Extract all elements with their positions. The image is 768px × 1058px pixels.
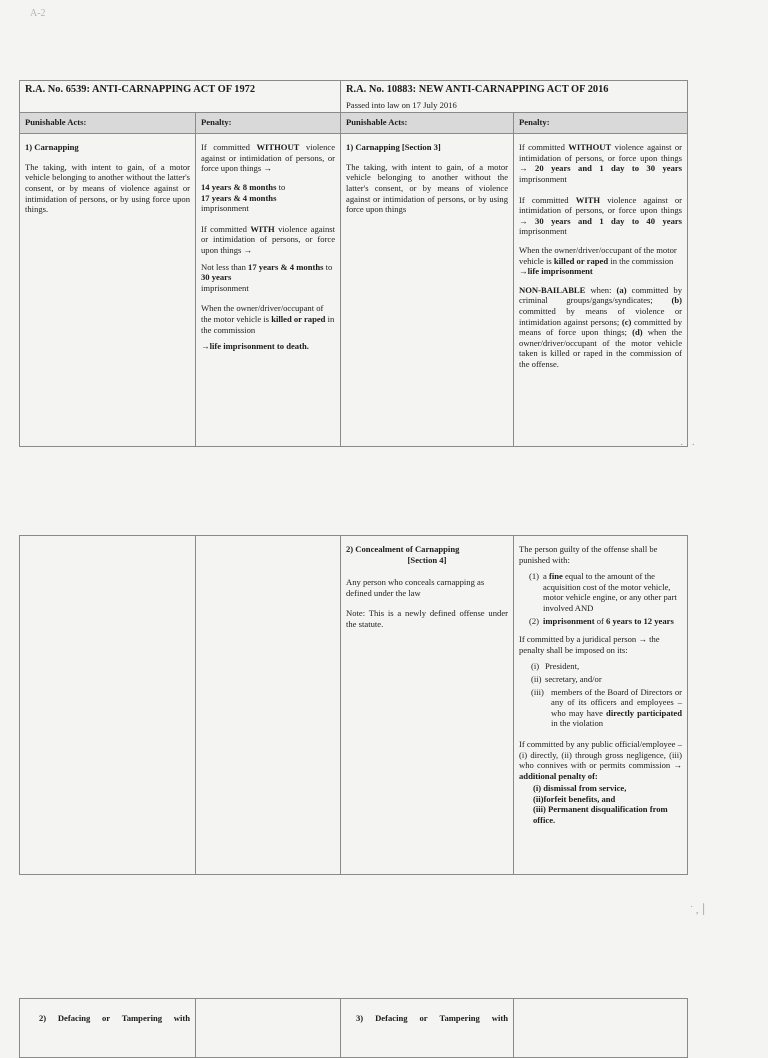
new-carnapping-cell xyxy=(341,134,514,447)
old-penalty-without-term: 14 years & 8 months to 17 years & 4 months imprisonment xyxy=(201,181,286,214)
new-defacing-heading: 3) Defacing or Tampering with xyxy=(356,1013,508,1023)
concealment-penalty-list xyxy=(529,571,682,626)
new-act-title: R.A. No. 10883: NEW ANTI-CARNAPPING ACT OF 2016 xyxy=(346,84,609,95)
old-penalty-without-condition: If committed WITHOUT violence against or intimidation of persons, or force upon things → xyxy=(201,142,336,174)
new-penalty-with: If committed WITH violence against or intimidation of persons, or force upon things → 30 years and 1 day to 40 years imprisonment xyxy=(519,194,683,237)
new-defacing-cell xyxy=(341,999,514,1058)
old-concealment-penalty-empty-cell xyxy=(196,536,341,875)
list-item: (i) President, xyxy=(531,661,580,672)
concealment-heading: 2) Concealment of Carnapping [Section 4] xyxy=(346,544,460,565)
column-header-row xyxy=(20,113,688,134)
list-item: (1) a fine equal to the amount of the acquisition cost of the motor vehicle, motor vehicle engine, or any other part involved AND xyxy=(529,571,677,613)
new-act-title-cell xyxy=(341,81,688,113)
public-official-penalty: If committed by any public official/employee –(i) directly, (ii) through gross negligence, (iii) who connives with or permits commission → additional penalty of: xyxy=(519,738,682,781)
header-old-penalty: Penalty: xyxy=(196,113,341,134)
list-item: (i) dismissal from service, xyxy=(533,783,627,794)
new-non-bailable-conditions: NON-BAILABLE when: (a) committed by criminal groups/gangs/syndicates; (b) committed by means of violence or intimidation against persons; (c) committed by means of force upon things; (d) when the owner/driver/occupant of the motor vehicle taken is killed or raped in the commission of the offense. xyxy=(519,284,683,369)
comparison-table-carnapping xyxy=(19,80,688,447)
concealment-row xyxy=(20,536,688,875)
concealment-penalty-intro: The person guilty of the offense shall be punished with: xyxy=(519,544,658,565)
header-new-penalty: Penalty: xyxy=(514,113,688,134)
old-defacing-cell xyxy=(20,999,196,1058)
defacing-row xyxy=(20,999,688,1058)
new-carnapping-heading: 1) Carnapping [Section 3] xyxy=(346,142,441,153)
new-act-passed-date: Passed into law on 17 July 2016 xyxy=(346,99,457,110)
list-item: (ii) secretary, and/or xyxy=(531,673,602,684)
old-defacing-penalty-cell xyxy=(196,999,341,1058)
old-carnapping-definition: The taking, with intent to gain, of a motor vehicle belonging to another without the latter's consent, or by means of violence against or intimidation of persons, or by using force upon things. xyxy=(25,161,190,215)
concealment-note: Note: This is a newly defined offense under the statute. xyxy=(346,608,508,629)
act-title-row xyxy=(20,81,688,113)
old-act-title: R.A. No. 6539: ANTI-CARNAPPING ACT OF 1972 xyxy=(25,84,256,95)
old-penalty-with-condition: If committed WITH violence against or intimidation of persons, or force upon things → xyxy=(201,223,336,255)
scan-speck: · ˙ · xyxy=(680,440,695,451)
old-penalty-killed-condition: When the owner/driver/occupant of the motor vehicle is killed or raped in the commission xyxy=(201,303,335,335)
juridical-officers-list xyxy=(531,661,682,729)
list-item: (iii) members of the Board of Directors or any of its officers and employees – who may have directly participated in the violation xyxy=(531,686,682,729)
new-penalty-without: If committed WITHOUT violence against or intimidation of persons, or force upon things → 20 years and 1 day to 30 years imprisonment xyxy=(519,142,683,184)
scan-mark: A-2 xyxy=(30,8,46,19)
old-carnapping-heading: 1) Carnapping xyxy=(25,142,79,153)
concealment-definition: Any person who conceals carnapping as defined under the law xyxy=(346,577,485,598)
old-carnapping-cell xyxy=(20,134,196,447)
old-act-title-cell xyxy=(20,81,341,113)
header-old-punishable-acts: Punishable Acts: xyxy=(20,113,196,134)
public-official-penalty-list xyxy=(533,783,682,825)
list-item: (iii) Permanent disqualification from office. xyxy=(533,804,668,826)
comparison-table-concealment xyxy=(19,535,688,875)
new-defacing-penalty-cell xyxy=(514,999,688,1058)
new-concealment-cell xyxy=(341,536,514,875)
list-item: (ii)forfeit benefits, and xyxy=(533,793,616,804)
old-concealment-empty-cell xyxy=(20,536,196,875)
list-item: (2) imprisonment of 6 years to 12 years xyxy=(529,615,674,626)
juridical-person-intro: If committed by a juridical person → the penalty shall be imposed on its: xyxy=(519,634,660,655)
comparison-table-defacing xyxy=(19,998,688,1058)
new-carnapping-penalty-cell xyxy=(514,134,688,447)
old-penalty-killed-term: →life imprisonment to death. xyxy=(201,341,309,352)
old-penalty-with-term: Not less than 17 years & 4 months to 30 years imprisonment xyxy=(201,261,333,293)
old-defacing-heading: 2) Defacing or Tampering with xyxy=(39,1013,190,1023)
new-carnapping-definition: The taking, with intent to gain, of a motor vehicle belonging to another without the latter's consent, or by means of violence against or intimidation of persons, or by using force upon things xyxy=(346,161,509,215)
header-new-punishable-acts: Punishable Acts: xyxy=(341,113,514,134)
new-concealment-penalty-cell xyxy=(514,536,688,875)
scan-speck: ˙ , ׀ xyxy=(690,905,707,916)
new-penalty-killed: When the owner/driver/occupant of the motor vehicle is killed or raped in the commission →life imprisonment xyxy=(519,244,677,277)
old-carnapping-penalty-cell xyxy=(196,134,341,447)
carnapping-row xyxy=(20,134,688,447)
